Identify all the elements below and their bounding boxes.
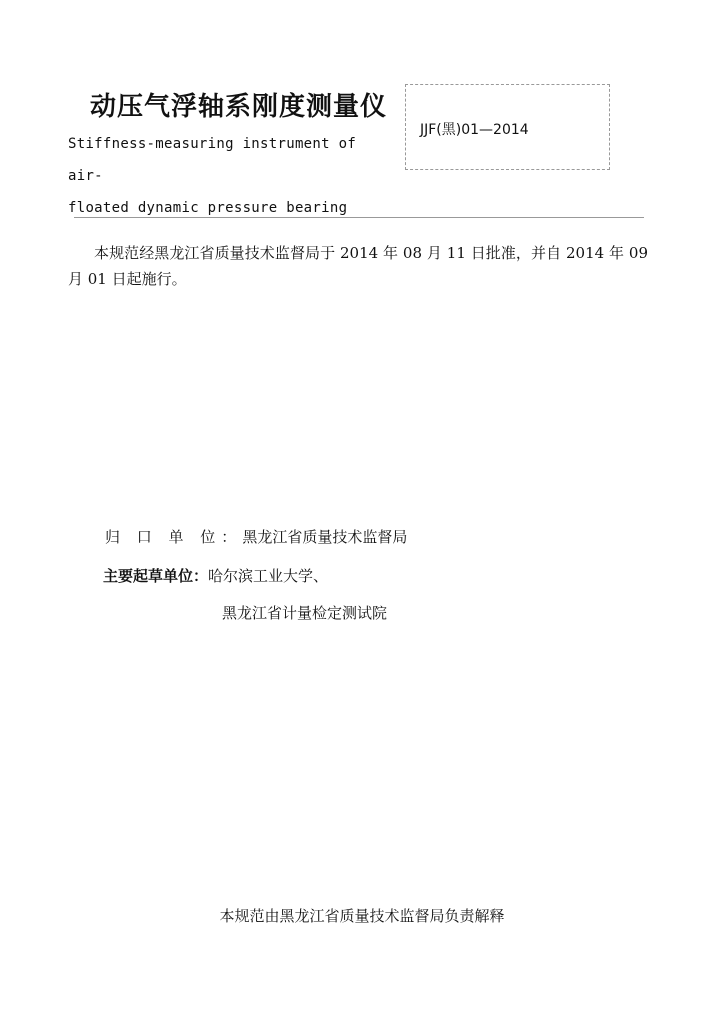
approval-statement: 本规范经黑龙江省质量技术监督局于 2014 年 08 月 11 日批准，并自 2014 年 09 月 01 日起施行。 <box>68 244 648 288</box>
drafting-unit-value-1: 哈尔滨工业大学、 <box>208 567 329 585</box>
document-title-english <box>68 128 398 224</box>
drafting-unit-value-2: 黑龙江省计量检定测试院 <box>222 604 388 622</box>
specification-code: JJF(黑)01—2014 <box>420 122 529 138</box>
specification-code-box <box>405 84 610 170</box>
responsible-unit-row <box>105 526 407 547</box>
drafting-unit-label: 主要起草单位： <box>103 567 209 585</box>
header-divider <box>74 217 644 218</box>
drafting-unit-row-2 <box>222 602 387 623</box>
interpretation-note: 本规范由黑龙江省质量技术监督局负责解释 <box>219 907 505 925</box>
title-english-line-2: floated dynamic pressure bearing <box>68 200 348 216</box>
drafting-unit-row <box>103 565 328 586</box>
responsible-unit-value: 黑龙江省质量技术监督局 <box>242 528 408 546</box>
title-english-line-1: Stiffness-measuring instrument of air- <box>68 136 357 184</box>
responsible-unit-label: 归 口 单 位： <box>105 528 243 546</box>
document-title: 动压气浮轴系刚度测量仪 <box>90 92 388 122</box>
